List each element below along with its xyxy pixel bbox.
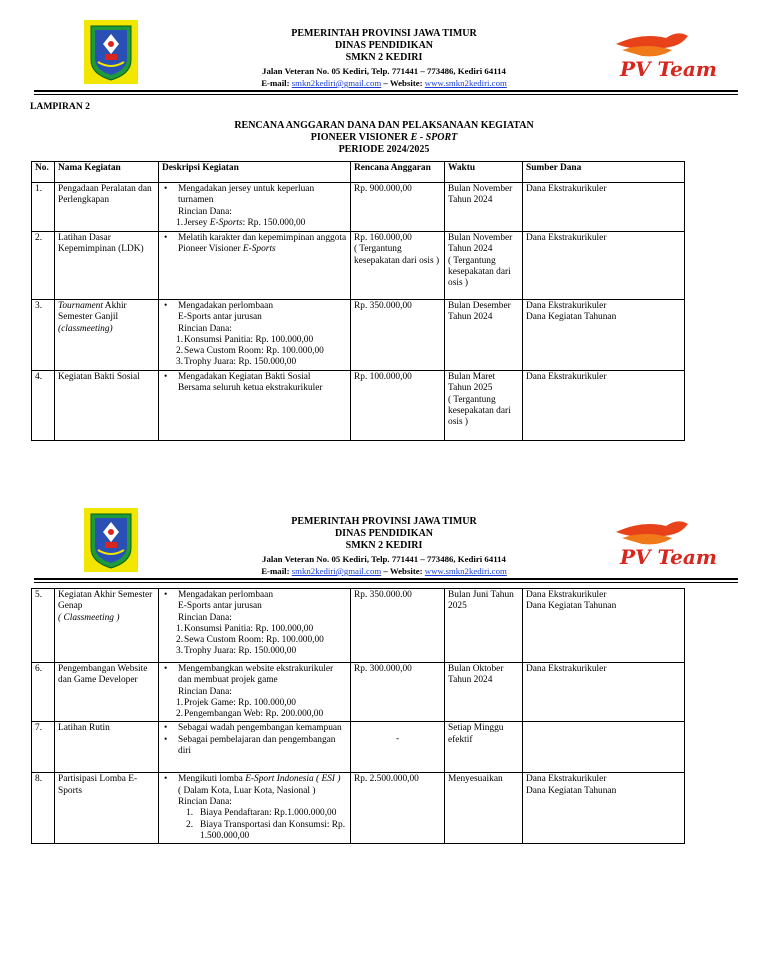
table-row: 7. Latihan Rutin • Sebagai wadah pengembangan kemampuan • Sebagai pembelajaran dan pengembangan diri - Setiap Minggu efektif	[32, 722, 685, 773]
header-sumber: Sumber Dana	[523, 162, 685, 183]
letterhead-text	[184, 516, 584, 577]
letterhead-line2: DINAS PENDIDIKAN	[334, 40, 434, 52]
province-logo-icon	[84, 20, 138, 84]
table-row: 8. Partisipasi Lomba E-Sports • Mengikuti lomba E-Sport Indonesia ( ESI ) ( Dalam Kota, Luar Kota, Nasional ) Rincian Dana: 1. Biaya Pendaftaran: Rp.1.000.000,00 2. Biaya Transportasi dan Konsumsi: Rp. 1.500.000,00 Rp. 2.500.000,00 Menyesuaikan Dana Ekstrakurikuler Dana Kegiatan Tahunan	[32, 773, 685, 844]
table-row: 3. Tournament Akhir Semester Ganjil (classmeeting) • Mengadakan perlombaan E-Sports antar jurusan Rincian Dana: 1. Konsumsi Panitia: Rp. 100.000,00 2. Sewa Custom Room: Rp. 100.000,00 3. Trophy Juara: Rp. 150.000,00 Rp. 350.000,00 Bulan Desember Tahun 2024 Dana Ekstrakurikuler Dana Kegiatan Tahunan	[32, 300, 685, 371]
letterhead-rule-thick	[34, 578, 738, 580]
table-row: 6. Pengembangan Website dan Game Developer • Mengembangkan website ekstrakurikuler dan membuat projek game Rincian Dana: 1. Projek Game: Rp. 100.000,00 2. Pengembangan Web: Rp. 200.000,00 Rp. 300.000,00 Bulan Oktober Tahun 2024 Dana Ekstrakurikuler	[32, 663, 685, 722]
website-label: – Website:	[383, 77, 423, 88]
letterhead-line2: DINAS PENDIDIKAN	[334, 528, 434, 540]
header-no: No.	[32, 162, 55, 183]
letterhead-line3: SMKN 2 KEDIRI	[345, 52, 423, 64]
budget-table-page-1	[31, 161, 685, 441]
email-label: E-mail:	[261, 565, 290, 576]
letterhead-rule-thick	[34, 90, 738, 92]
pv-team-logo-text: PV Team	[620, 545, 717, 569]
header-nama: Nama Kegiatan	[55, 162, 159, 183]
letterhead-page-2	[0, 504, 768, 584]
title-line3: PERIODE 2024/2025	[338, 144, 430, 155]
table-row: 5. Kegiatan Akhir Semester Genap ( Classmeeting ) • Mengadakan perlombaan E-Sports antar jurusan Rincian Dana: 1. Konsumsi Panitia: Rp. 100.000,00 2. Sewa Custom Room: Rp. 100.000,00 3. Trophy Juara: Rp. 150.000,00 Rp. 350.000.00 Bulan Juni Tahun 2025 Dana Ekstrakurikuler Dana Kegiatan Tahunan	[32, 589, 685, 663]
letterhead-address: Jalan Veteran No. 05 Kediri, Telp. 771441 – 773486, Kediri 64114	[262, 65, 506, 76]
lampiran-label: LAMPIRAN 2	[30, 101, 90, 112]
letterhead-address: Jalan Veteran No. 05 Kediri, Telp. 771441 – 773486, Kediri 64114	[262, 553, 506, 564]
letterhead-rule-thin	[34, 94, 738, 95]
pv-team-logo-icon	[612, 516, 717, 570]
document-title	[184, 120, 584, 156]
table-header-row	[32, 162, 685, 183]
email-link[interactable]: smkn2kediri@gmail.com	[291, 77, 382, 88]
website-link[interactable]: www.smkn2kediri.com	[424, 565, 507, 576]
website-link[interactable]: www.smkn2kediri.com	[424, 77, 507, 88]
letterhead-text	[184, 28, 584, 89]
letterhead-line1: PEMERINTAH PROVINSI JAWA TIMUR	[291, 516, 477, 527]
letterhead-line1: PEMERINTAH PROVINSI JAWA TIMUR	[291, 28, 477, 39]
title-line2: PIONEER VISIONER E - SPORT	[310, 132, 458, 143]
budget-table-page-2	[31, 588, 685, 844]
pv-team-logo-text: PV Team	[620, 57, 717, 81]
pv-team-logo-icon	[612, 28, 717, 82]
letterhead-page-1	[0, 16, 768, 96]
email-label: E-mail:	[261, 77, 290, 88]
header-deskripsi: Deskripsi Kegiatan	[159, 162, 351, 183]
header-waktu: Waktu	[445, 162, 523, 183]
letterhead-rule-thin	[34, 582, 738, 583]
website-label: – Website:	[383, 565, 423, 576]
email-link[interactable]: smkn2kediri@gmail.com	[291, 565, 382, 576]
table-row: 2. Latihan Dasar Kepemimpinan (LDK) • Melatih karakter dan kepemimpinan anggota Pioneer Visioner E-Sports Rp. 160.000,00 ( Tergantung kesepakatan dari osis ) Bulan November Tahun 2024 ( Tergantung kesepakatan dari osis ) Dana Ekstrakurikuler	[32, 232, 685, 300]
letterhead-line3: SMKN 2 KEDIRI	[345, 540, 423, 552]
header-anggaran: Rencana Anggaran	[351, 162, 445, 183]
title-line1: RENCANA ANGGARAN DANA DAN PELAKSANAAN KEGIATAN	[234, 120, 534, 131]
province-logo-icon	[84, 508, 138, 572]
table-row: 4. Kegiatan Bakti Sosial • Mengadakan Kegiatan Bakti Sosial Bersama seluruh ketua ekstrakurikuler Rp. 100.000,00 Bulan Maret Tahun 2025 ( Tergantung kesepakatan dari osis ) Dana Ekstrakurikuler	[32, 371, 685, 441]
table-row: 1. Pengadaan Peralatan dan Perlengkapan • Mengadakan jersey untuk keperluan turnamen Rincian Dana: 1. Jersey E-Sports: Rp. 150.000,00 Rp. 900.000,00 Bulan November Tahun 2024 Dana Ekstrakurikuler	[32, 183, 685, 232]
